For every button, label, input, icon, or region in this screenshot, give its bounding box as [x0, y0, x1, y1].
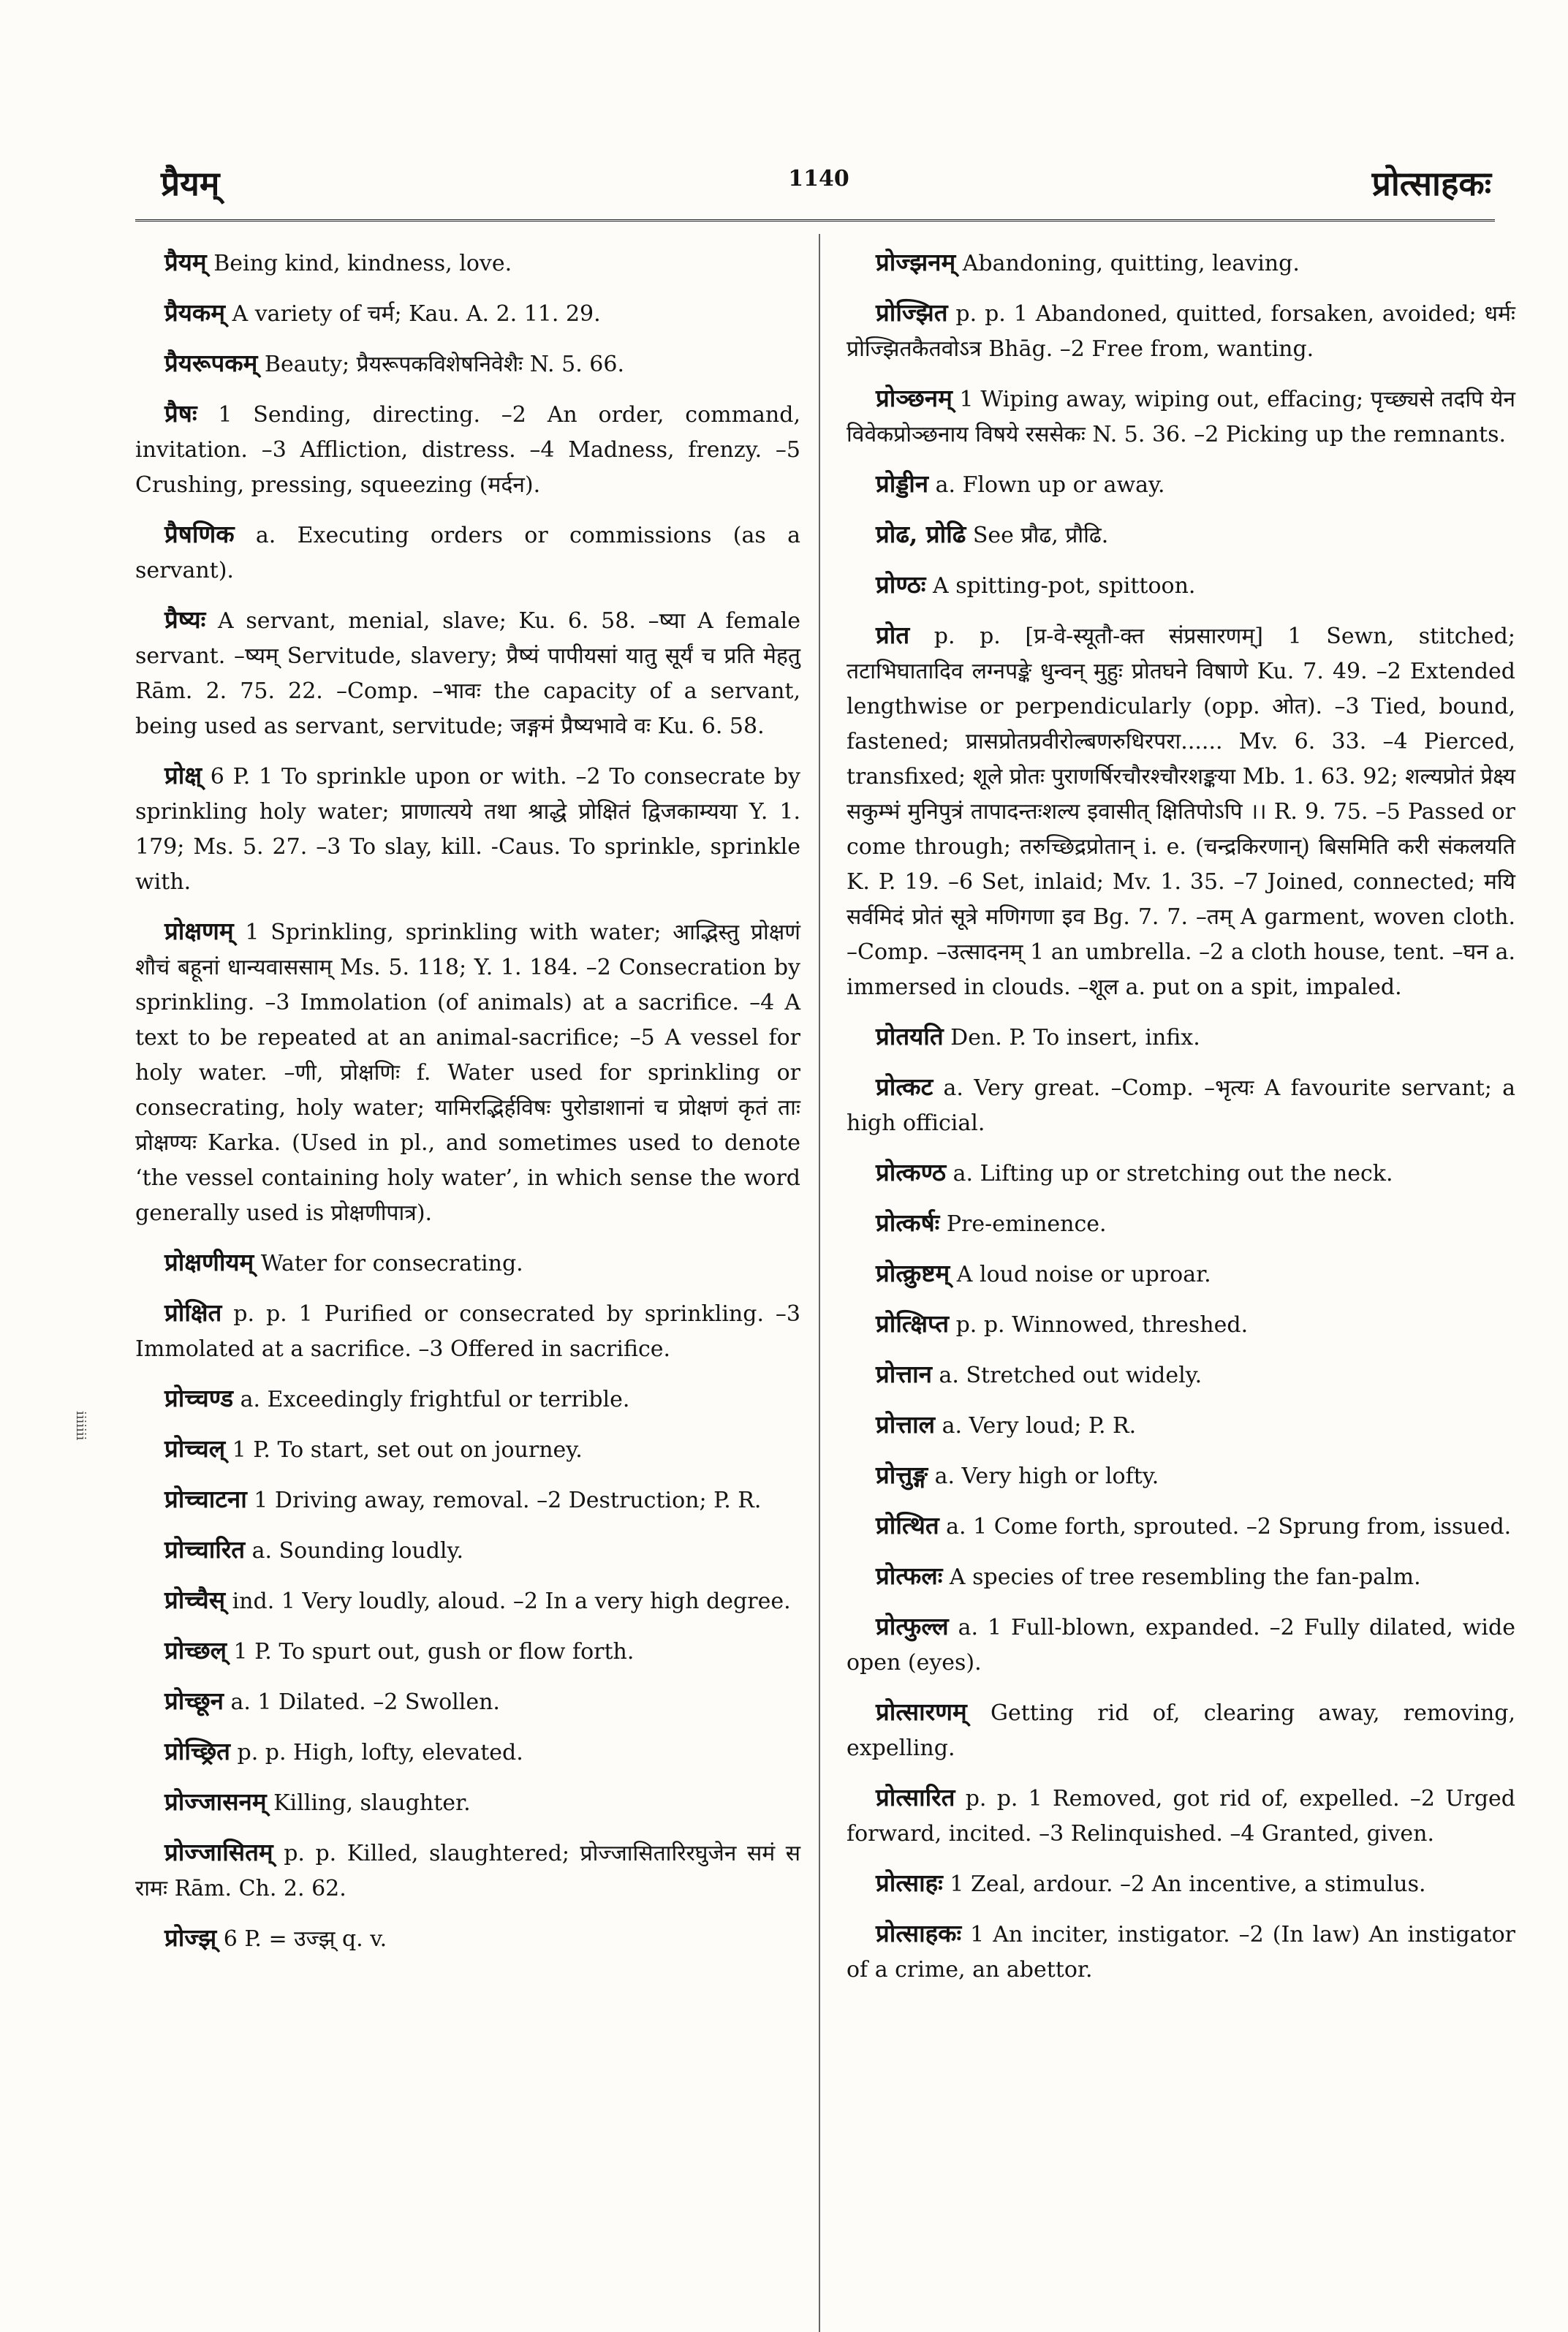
dictionary-entry: [135, 1784, 800, 1821]
entry-headword: प्रोज्झित: [876, 298, 948, 327]
entry-headword: प्रोञ्छनम्: [876, 384, 952, 412]
entry-definition: a. 1 Come forth, sprouted. –2 Sprung from, issued.: [939, 1514, 1512, 1540]
entry-definition: Getting rid of, clearing away, removing, expelling.: [847, 1700, 1515, 1761]
entry-headword: प्रोत्सारित: [876, 1783, 955, 1812]
dictionary-entry: [847, 1559, 1515, 1595]
dictionary-entry: [847, 1070, 1515, 1141]
entry-headword: प्रोक्षणम्: [164, 917, 234, 945]
entry-definition: p. p. 1 Abandoned, quitted, forsaken, avoided; धर्मः प्रोज्झितकैतवोऽत्र Bhāg. –2 Free from, wanting.: [847, 301, 1515, 362]
dictionary-entry: [135, 245, 800, 281]
entry-headword: प्रोज्झनम्: [876, 248, 956, 276]
dictionary-entry: [135, 1633, 800, 1670]
entry-headword: प्रोत्तुङ्ग: [876, 1461, 928, 1489]
entry-definition: a. Lifting up or stretching out the neck.: [946, 1161, 1393, 1186]
entry-headword: प्रैयकम्: [164, 298, 225, 327]
entry-definition: p. p. 1 Removed, got rid of, expelled. –2 Urged forward, incited. –3 Relinquished. –4 Granted, given.: [847, 1786, 1515, 1847]
entry-definition: a. Executing orders or commissions (as a servant).: [135, 523, 800, 583]
entry-definition: 1 Driving away, removal. –2 Destruction; P. R.: [246, 1488, 762, 1513]
entry-headword: प्रोच्चारित: [164, 1535, 246, 1564]
dictionary-entry: [135, 1835, 800, 1907]
entry-definition: A spitting-pot, spittoon.: [925, 573, 1196, 599]
entry-headword: प्रैयरूपकम्: [164, 349, 258, 377]
entry-definition: Abandoning, quitting, leaving.: [955, 251, 1300, 276]
entry-definition: p. p. Killed, slaughtered; प्रोज्जासितारिरघुजेन समं स रामः Rām. Ch. 2. 62.: [135, 1841, 800, 1901]
gutter-mark: iiiiiii: [73, 1411, 88, 1441]
dictionary-entry: [847, 1357, 1515, 1393]
entry-headword: प्रोत्फलः: [876, 1561, 943, 1590]
left-guide-word: प्रैयम्: [161, 164, 220, 203]
entry-definition: p. p. [प्र-वे-स्यूतौ-क्त संप्रसारणम्] 1 Sewn, stitched; तटाभिघातादिव लग्नपङ्के धुन्वन् मुहुः प्रोतघने विषाणे Ku. 7. 49. –2 Extended lengthwise or perpendicularly (opp. ओत). –3 Tied, bound, fastened; प्रासप्रोतप्रवीरोल्बणरुधिरपरा...... Mv. 6. 33. –4 Pierced, transfixed; शूले प्रोतः पुराणर्षिरचौरश्चौरशङ्कया Mb. 1. 63. 92; शल्यप्रोतं प्रेक्ष्य सकुम्भं मुनिपुत्रं तापादन्तःशल्य इवासीत् क्षितिपोऽपि ।। R. 9. 75. –5 Passed or come through; तरुच्छिद्रप्रोतान् i. e. (चन्द्रकिरणान्) बिसमिति करी संकलयति K. P. 19. –6 Set, inlaid; Mv. 1. 35. –7 Joined, connected; मयि सर्वमिदं प्रोतं सूत्रे मणिगणा इव Bg. 7. 7. –तम् A garment, woven cloth. –Comp. –उत्सादनम् 1 an umbrella. –2 a cloth house, tent. –घन a. immersed in clouds. –शूल a. put on a spit, impaled.: [847, 624, 1515, 1000]
dictionary-entry: [135, 1295, 800, 1367]
entry-headword: प्रोत्क्रुष्टम्: [876, 1259, 950, 1287]
entry-headword: प्रोण्ठः: [876, 570, 926, 599]
dictionary-entry: [847, 1155, 1515, 1192]
entry-definition: a. Very great. –Comp. –भृत्यः A favourite servant; a high official.: [847, 1075, 1515, 1136]
dictionary-entry: [847, 245, 1515, 281]
dictionary-entry: [847, 1609, 1515, 1681]
dictionary-entry: [135, 1431, 800, 1468]
dictionary-entry: [135, 1532, 800, 1569]
entry-definition: 1 P. To spurt out, gush or flow forth.: [226, 1639, 635, 1665]
entry-headword: प्रोत: [876, 621, 910, 649]
entry-definition: A loud noise or uproar.: [950, 1262, 1211, 1287]
dictionary-entry: [135, 914, 800, 1231]
dictionary-entry: [847, 1866, 1515, 1902]
entry-definition: 1 Wiping away, wiping out, effacing; पृच्छ्यसे तदपि येन विवेकप्रोञ्छनाय विषये रससेकः N. 5. 36. –2 Picking up the remnants.: [847, 387, 1515, 447]
dictionary-entry: [135, 1920, 800, 1957]
entry-definition: A species of tree resembling the fan-palm.: [942, 1564, 1421, 1590]
dictionary-entry: [847, 1019, 1515, 1056]
dictionary-entry: [847, 1780, 1515, 1852]
entry-headword: प्रोज्झ्: [164, 1923, 217, 1952]
dictionary-entry: [135, 396, 800, 503]
entry-definition: Den. P. To insert, infix.: [943, 1025, 1200, 1050]
dictionary-entry: [847, 466, 1515, 503]
entry-definition: Water for consecrating.: [254, 1251, 523, 1276]
entry-headword: प्रैषणिक: [164, 520, 235, 548]
dictionary-entry: [847, 1916, 1515, 1988]
dictionary-entry: [847, 1695, 1515, 1766]
entry-definition: Pre-eminence.: [939, 1211, 1107, 1237]
entry-definition: 1 Zeal, ardour. –2 An incentive, a stimulus.: [942, 1871, 1426, 1897]
entry-definition: 1 An inciter, instigator. –2 (In law) An instigator of a crime, an abettor.: [847, 1922, 1515, 1983]
entry-headword: प्रोच्छ्रित: [164, 1737, 230, 1765]
entry-definition: a. Stretched out widely.: [932, 1363, 1202, 1388]
entry-definition: See प्रौढ, प्रौढि.: [966, 523, 1109, 548]
dictionary-entry: [847, 1458, 1515, 1494]
entry-headword: प्रोत्फुल्ल: [876, 1612, 949, 1640]
entry-definition: a. 1 Full-blown, expanded. –2 Fully dilated, wide open (eyes).: [847, 1615, 1515, 1676]
entry-headword: प्रोत्साहकः: [876, 1919, 962, 1947]
entry-headword: प्रोक्ष्: [164, 761, 202, 790]
page-header: [146, 150, 1491, 208]
entry-headword: प्रोत्सारणम्: [876, 1697, 967, 1726]
entry-definition: a. Very high or lofty.: [928, 1464, 1159, 1489]
entry-headword: प्रोच्छून: [164, 1686, 224, 1715]
entry-headword: प्रोत्कर्षः: [876, 1208, 940, 1237]
dictionary-entry: [847, 1508, 1515, 1545]
dictionary-entry: [847, 295, 1515, 367]
entry-headword: प्रोच्चैस्: [164, 1586, 226, 1614]
entry-headword: प्रोच्छल्: [164, 1636, 227, 1665]
dictionary-entry: [135, 517, 800, 588]
entry-headword: प्रोत्कण्ठ: [876, 1158, 947, 1186]
dictionary-entry: [135, 1381, 800, 1417]
dictionary-entry: [847, 381, 1515, 453]
entry-definition: a. 1 Dilated. –2 Swollen.: [223, 1689, 500, 1715]
entry-definition: 1 Sprinkling, sprinkling with water; आद्भिस्तु प्रोक्षणं शौचं बहूनां धान्यवाससाम् Ms. 5. 118; Y. 1. 184. –2 Consecration by sprinkling. –3 Immolation (of animals) at a sacrifice. –4 A text to be repeated at an animal-sacrifice; –5 A vessel for holy water. –णी, प्रोक्षणिः f. Water used for sprinkling or consecrating, holy water; यामिरद्भिर्हविषः पुरोडाशानां च प्रोक्षणं कृतं ताः प्रोक्षण्यः Karka. (Used in pl., and sometimes used to denote ‘the vessel containing holy water’, in which sense the word generally used is प्रोक्षणीपात्र).: [135, 920, 800, 1226]
page-number: 1140: [788, 166, 849, 192]
dictionary-entry: [847, 1407, 1515, 1444]
entry-headword: प्रोत्ताल: [876, 1410, 936, 1439]
entry-headword: प्रोक्षणीयम्: [164, 1248, 254, 1276]
entry-definition: 6 P. 1 To sprinkle upon or with. –2 To consecrate by sprinkling holy water; प्राणात्यये तथा श्राद्धे प्रोक्षितं द्विजकाम्यया Y. 1. 179; Ms. 5. 27. –3 To slay, kill. -Caus. To sprinkle, sprinkle with.: [135, 764, 800, 895]
entry-headword: प्रोत्तान: [876, 1360, 932, 1388]
dictionary-entry: [847, 1256, 1515, 1292]
dictionary-entry: [135, 295, 800, 332]
entry-definition: p. p. Winnowed, threshed.: [949, 1312, 1249, 1338]
entry-definition: 6 P. = उज्झ् q. v.: [216, 1926, 387, 1952]
entry-definition: ind. 1 Very loudly, aloud. –2 In a very high degree.: [225, 1589, 791, 1614]
entry-definition: A servant, menial, slave; Ku. 6. 58. –ष्या A female servant. –ष्यम् Servitude, slavery; प्रैष्यं पापीयसां यातु सूर्यं च प्रति मेहतु Rām. 2. 75. 22. –Comp. –भावः the capacity of a servant, being used as servant, servitude; जङ्गमं प्रैष्यभावे वः Ku. 6. 58.: [135, 608, 800, 739]
entry-headword: प्रैषः: [164, 399, 197, 428]
entry-definition: 1 Sending, directing. –2 An order, command, invitation. –3 Affliction, distress. –4 Madness, frenzy. –5 Crushing, pressing, squeezing (मर्दन).: [135, 402, 800, 498]
dictionary-entry: [847, 517, 1515, 553]
entry-headword: प्रोड्डीन: [876, 469, 929, 498]
entry-headword: प्रोक्षित: [164, 1298, 222, 1327]
dictionary-entry: [847, 567, 1515, 604]
dictionary-entry: [847, 1205, 1515, 1242]
entry-definition: Beauty; प्रैयरूपकविशेषनिवेशैः N. 5. 66.: [257, 352, 624, 377]
entry-definition: p. p. High, lofty, elevated.: [230, 1740, 523, 1765]
entry-headword: प्रोढ, प्रोढि: [876, 520, 966, 548]
entry-definition: a. Very loud; P. R.: [935, 1413, 1137, 1439]
entry-definition: A variety of चर्म; Kau. A. 2. 11. 29.: [225, 301, 601, 327]
dictionary-entry: [135, 346, 800, 382]
right-guide-word: प्रोत्साहकः: [1371, 164, 1491, 203]
entry-definition: Killing, slaughter.: [266, 1790, 471, 1816]
entry-headword: प्रोत्साहः: [876, 1869, 943, 1897]
entry-headword: प्रोज्जासनम्: [164, 1787, 267, 1816]
left-column: [135, 245, 800, 1971]
entry-definition: a. Flown up or away.: [928, 472, 1165, 498]
dictionary-entry: [135, 1734, 800, 1771]
entry-headword: प्रोत्क्षिप्त: [876, 1309, 950, 1338]
dictionary-entry: [135, 1245, 800, 1282]
right-column: [847, 245, 1515, 2002]
entry-headword: प्रोच्चाटना: [164, 1485, 247, 1513]
dictionary-entry: [135, 758, 800, 900]
entry-headword: प्रैष्यः: [164, 605, 206, 634]
dictionary-entry: [135, 1684, 800, 1720]
entry-definition: 1 P. To start, set out on journey.: [225, 1437, 583, 1463]
dictionary-entry: [135, 1482, 800, 1518]
entry-definition: Being kind, kindness, love.: [206, 251, 512, 276]
entry-headword: प्रोत्थित: [876, 1511, 939, 1540]
header-rule: [135, 219, 1495, 222]
entry-definition: a. Exceedingly frightful or terrible.: [233, 1387, 630, 1412]
entry-definition: a. Sounding loudly.: [245, 1538, 464, 1564]
dictionary-entry: [135, 602, 800, 744]
dictionary-entry: [847, 1306, 1515, 1343]
entry-headword: प्रोज्जासितम्: [164, 1838, 273, 1866]
entry-headword: प्रोच्चण्ड: [164, 1384, 234, 1412]
entry-headword: प्रोच्चल्: [164, 1434, 226, 1463]
column-divider: [819, 234, 820, 2332]
entry-headword: प्रोतयति: [876, 1022, 944, 1050]
entry-headword: प्रोत्कट: [876, 1072, 933, 1101]
entry-definition: p. p. 1 Purified or consecrated by sprinkling. –3 Immolated at a sacrifice. –3 Offered in sacrifice.: [135, 1301, 800, 1362]
entry-headword: प्रैयम्: [164, 248, 207, 276]
dictionary-entry: [847, 618, 1515, 1005]
dictionary-entry: [135, 1583, 800, 1619]
